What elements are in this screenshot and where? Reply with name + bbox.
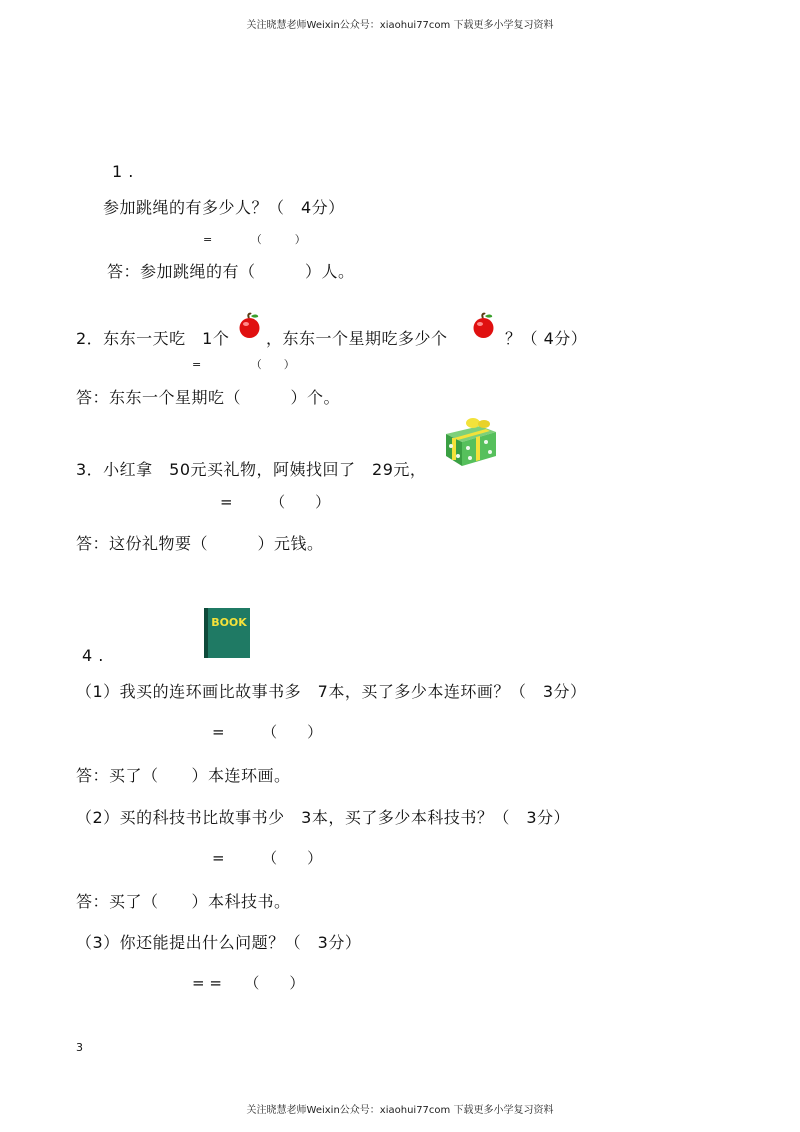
q2-text-end: ？（ 4分）	[505, 329, 588, 348]
page-footer: 关注晓慧老师Weixin公众号：xiaohui77com 下载更多小学复习资料	[246, 1105, 554, 1116]
q4-sub1-question: （1）我买的连环画比故事书多 7本，买了多少本连环画？（ 3分）	[76, 682, 587, 701]
gift-icon	[440, 416, 500, 468]
q3-answer: 答：这份礼物要（ ）元钱。	[76, 534, 324, 553]
book-icon	[204, 608, 250, 658]
page-header: 关注晓慧老师Weixin公众号：xiaohui77com 下载更多小学复习资料	[246, 20, 554, 31]
q2-formula: = （ ）	[192, 358, 295, 371]
q1-number: 1 .	[112, 162, 134, 181]
q2-text-middle: ，东东一个星期吃多少个	[266, 329, 448, 348]
apple-icon	[236, 312, 263, 340]
q2-answer: 答：东东一个星期吃（ ）个。	[76, 388, 341, 407]
q4-sub2-formula: = （ ）	[212, 849, 323, 867]
book-label: BOOK	[211, 616, 247, 629]
q4-sub3-formula: = = （ ）	[192, 974, 305, 992]
q1-formula: = （ ）	[203, 233, 306, 246]
q3-question: 3．小红拿 50元买礼物，阿姨找回了 29元，	[76, 460, 427, 479]
q4-sub1-formula: = （ ）	[212, 723, 323, 741]
q1-question: 参加跳绳的有多少人？（ 4分）	[103, 198, 345, 217]
q4-sub2-question: （2）买的科技书比故事书少 3本，买了多少本科技书？（ 3分）	[76, 808, 571, 827]
q4-sub3-question: （3）你还能提出什么问题？（ 3分）	[76, 933, 362, 952]
q3-formula: = （ ）	[220, 493, 331, 511]
q1-answer: 答：参加跳绳的有（ ）人。	[107, 262, 355, 281]
page-number: 3	[76, 1041, 83, 1054]
q4-number: 4 .	[82, 646, 104, 665]
q4-sub1-answer: 答：买了（ ）本连环画。	[76, 766, 291, 785]
q2-text-start: 2．东东一天吃 1个	[76, 329, 230, 348]
apple-icon	[470, 312, 497, 340]
q4-sub2-answer: 答：买了（ ）本科技书。	[76, 892, 291, 911]
